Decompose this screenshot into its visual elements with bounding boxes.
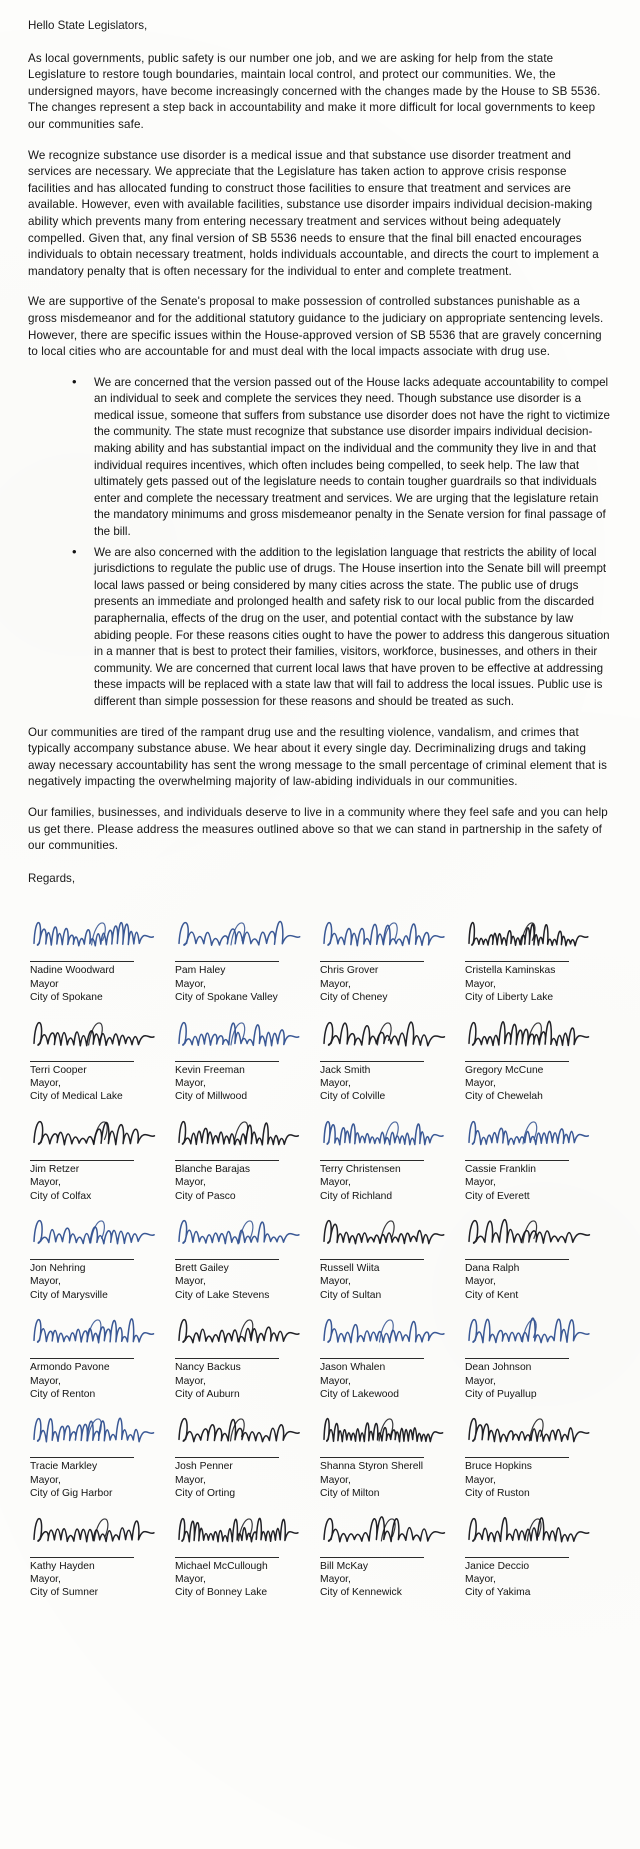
signature-line <box>175 1061 279 1062</box>
signatory-name: Armondo Pavone <box>30 1362 110 1374</box>
signatory-title: Mayor, <box>30 1276 61 1288</box>
signature-block <box>30 1219 175 1302</box>
signature-line <box>320 961 424 962</box>
signatory-city: City of Liberty Lake <box>465 992 554 1004</box>
handwritten-signature-icon <box>320 1219 457 1259</box>
handwritten-signature-icon <box>30 1021 167 1061</box>
signatory-city: City of Pasco <box>175 1190 236 1202</box>
signatory-title: Mayor, <box>30 1375 61 1387</box>
signatory-title: Mayor, <box>320 1077 351 1089</box>
signatory-name: Jack Smith <box>320 1064 371 1076</box>
handwritten-signature-icon <box>320 1318 457 1358</box>
signature-block <box>175 1318 320 1401</box>
signatory-city: City of Orting <box>175 1488 236 1500</box>
handwritten-signature-icon <box>175 1120 312 1160</box>
signature-row <box>30 1517 610 1600</box>
signature-block <box>465 921 610 1004</box>
handwritten-signature-icon <box>175 1021 312 1061</box>
signatory-title: Mayor, <box>320 1177 351 1189</box>
signatory-city: City of Richland <box>320 1190 393 1202</box>
signature-line <box>320 1457 424 1458</box>
signature-row <box>30 1219 610 1302</box>
handwritten-signature-icon <box>175 921 312 961</box>
regards-line: Regards, <box>28 871 76 885</box>
signature-row <box>30 1021 610 1104</box>
handwritten-signature-icon <box>30 1517 167 1557</box>
signatory-city: City of Spokane <box>30 992 103 1004</box>
signatory-city: City of Kennewick <box>320 1587 402 1599</box>
signature-line <box>30 1061 134 1062</box>
signature-row <box>30 1318 610 1401</box>
signature-line <box>30 1457 134 1458</box>
signatory-city: City of Colville <box>320 1091 386 1103</box>
signature-line <box>465 1557 569 1558</box>
signatory-name: Kevin Freeman <box>175 1064 245 1076</box>
signatory-city: City of Medical Lake <box>30 1091 123 1103</box>
handwritten-signature-icon <box>465 1417 602 1457</box>
signatory-title: Mayor, <box>175 978 206 990</box>
signatory-city: City of Renton <box>30 1389 96 1400</box>
paragraph-2: We recognize substance use disorder is a medical issue and that substance use disorder treatment and services are necessary. We appreciate that the Legislature has taken action to approve crisis response facilities and has allocated funding to construct those facilities to ensure that treatment and services are available. However, even with available facilities, substance use disorder impairs individual decision-making ability which prevents many from entering necessary treatment and services without being adequately compelled. Given that, any final version of SB 5536 needs to ensure that the final bill enacted encourages individuals to obtain necessary treatment, holds individuals accountable, and directs the court to implement a mandatory penalty that is often necessary for the individual to enter and complete treatment. <box>28 148 599 278</box>
signatory-title: Mayor, <box>320 1276 351 1288</box>
signatory-name: Shanna Styron Sherell <box>320 1461 424 1473</box>
signature-block <box>465 1021 610 1104</box>
signatory-name: Jim Retzer <box>30 1163 80 1175</box>
handwritten-signature-icon <box>320 1120 457 1160</box>
signature-block <box>175 1517 320 1600</box>
signatory-city: City of Marysville <box>30 1289 108 1301</box>
signature-line <box>465 1259 569 1260</box>
greeting: Hello State Legislators, <box>28 19 148 32</box>
signature-line <box>465 1358 569 1359</box>
signature-block <box>30 1120 175 1203</box>
bullet-glyph: • <box>72 373 77 389</box>
closing-paragraph-1: Our communities are tired of the rampant drug use and the resulting violence, vandalism, and crimes that typically accompany substance abuse. We hear about it every single day. Decriminalizing drugs and taking away necessary accountability has sent the wrong message to the small percentage of criminal element that is negatively impacting the overwhelming majority of law-abiding individuals in our communities. <box>28 725 607 789</box>
signatory-city: City of Chewelah <box>465 1091 543 1103</box>
signature-block <box>465 1120 610 1203</box>
signatory-title: Mayor, <box>465 1574 496 1586</box>
signatory-city: City of Milton <box>320 1488 380 1500</box>
handwritten-signature-icon <box>30 1417 167 1457</box>
signatory-title: Mayor, <box>175 1077 206 1089</box>
signatory-name: Chris Grover <box>320 965 379 977</box>
paragraph-1: As local governments, public safety is our number one job, and we are asking for help from the state Legislature to restore tough boundaries, maintain local control, and protect our communities. We, the undersigned mayors, have become increasingly concerned with the changes made by the House to SB 5536. The changes represent a step back in accountability and make it more difficult for local governments to keep our communities safe. <box>28 51 601 131</box>
signatory-name: Jon Nehring <box>30 1262 86 1274</box>
handwritten-signature-icon <box>175 1417 312 1457</box>
signatory-city: City of Lake Stevens <box>175 1289 270 1301</box>
signatory-city: City of Spokane Valley <box>175 992 278 1004</box>
signatory-name: Russell Wiita <box>320 1262 380 1274</box>
signatory-city: City of Gig Harbor <box>30 1488 113 1500</box>
signatory-name: Dana Ralph <box>465 1262 520 1274</box>
signature-row <box>30 921 610 1004</box>
signatory-name: Bill McKay <box>320 1560 369 1572</box>
signatory-title: Mayor <box>30 978 59 990</box>
list-item <box>72 545 612 711</box>
signatory-name: Tracie Markley <box>30 1461 98 1473</box>
handwritten-signature-icon <box>465 1219 602 1259</box>
signatory-name: Pam Haley <box>175 965 226 977</box>
handwritten-signature-icon <box>465 921 602 961</box>
signatory-city: City of Auburn <box>175 1389 240 1400</box>
signatory-name: Josh Penner <box>175 1461 233 1473</box>
signatory-city: City of Everett <box>465 1190 530 1202</box>
signature-grid <box>26 921 614 1600</box>
signatory-title: Mayor, <box>30 1574 61 1586</box>
signatory-city: City of Puyallup <box>465 1389 537 1400</box>
handwritten-signature-icon <box>30 921 167 961</box>
signature-line <box>30 1160 134 1161</box>
signature-line <box>30 1358 134 1359</box>
signature-line <box>30 1557 134 1558</box>
signature-line <box>465 1457 569 1458</box>
signature-row <box>30 1417 610 1500</box>
handwritten-signature-icon <box>465 1021 602 1061</box>
signature-block <box>320 1318 465 1401</box>
signature-block <box>30 921 175 1004</box>
signatory-title: Mayor, <box>465 1375 496 1387</box>
signatory-title: Mayor, <box>175 1375 206 1387</box>
signature-line <box>320 1358 424 1359</box>
signature-line <box>175 1457 279 1458</box>
signatory-title: Mayor, <box>30 1474 61 1486</box>
signatory-name: Dean Johnson <box>465 1362 532 1374</box>
signatory-title: Mayor, <box>320 1474 351 1486</box>
handwritten-signature-icon <box>465 1517 602 1557</box>
signatory-title: Mayor, <box>465 1474 496 1486</box>
signatory-name: Janice Deccio <box>465 1560 530 1572</box>
signatory-title: Mayor, <box>30 1177 61 1189</box>
signatory-name: Terri Cooper <box>30 1064 87 1076</box>
signature-block <box>30 1517 175 1600</box>
paragraph-3: We are supportive of the Senate's proposal to make possession of controlled substances punishable as a gross misdemeanor and for the additional statutory guidance to the judiciary on appropriate sentencing levels. However, there are specific issues within the House-approved version of SB 5536 that are gravely concerning to local cities who are accountable for and must deal with the local impacts associate with drug use. <box>28 295 604 359</box>
signature-line <box>320 1557 424 1558</box>
bullet-glyph: • <box>72 543 77 559</box>
signature-block <box>175 1417 320 1500</box>
signature-line <box>320 1160 424 1161</box>
signatory-title: Mayor, <box>175 1574 206 1586</box>
signature-block <box>320 1417 465 1500</box>
signatory-title: Mayor, <box>465 1177 496 1189</box>
signatory-title: Mayor, <box>30 1077 61 1089</box>
signature-block <box>320 1021 465 1104</box>
handwritten-signature-icon <box>30 1120 167 1160</box>
signature-line <box>175 1557 279 1558</box>
signatory-city: City of Bonney Lake <box>175 1587 268 1599</box>
signature-line <box>175 1160 279 1161</box>
signatory-city: City of Sultan <box>320 1289 382 1301</box>
signature-line <box>175 1358 279 1359</box>
signatory-name: Michael McCullough <box>175 1560 268 1572</box>
signatory-name: Cassie Franklin <box>465 1163 536 1175</box>
signatory-title: Mayor, <box>320 1574 351 1586</box>
signature-block <box>320 1517 465 1600</box>
signature-line <box>320 1259 424 1260</box>
handwritten-signature-icon <box>30 1219 167 1259</box>
signature-line <box>465 961 569 962</box>
signature-block <box>465 1417 610 1500</box>
signatory-title: Mayor, <box>465 978 496 990</box>
handwritten-signature-icon <box>320 1517 457 1557</box>
signature-block <box>320 1120 465 1203</box>
signature-line <box>30 1259 134 1260</box>
signature-line <box>465 1061 569 1062</box>
handwritten-signature-icon <box>320 921 457 961</box>
handwritten-signature-icon <box>320 1021 457 1061</box>
signature-line <box>465 1160 569 1161</box>
signatory-city: City of Colfax <box>30 1190 92 1202</box>
signature-block <box>175 1219 320 1302</box>
closing-paragraph-2: Our families, businesses, and individuals deserve to live in a community where they feel safe and you can help us get there. Please address the measures outlined above so that we can stand in partnership in the safety of our communities. <box>28 805 608 853</box>
signatory-name: Kathy Hayden <box>30 1560 95 1572</box>
signatory-city: City of Kent <box>465 1289 519 1301</box>
list-item-text: We are concerned that the version passed out of the House lacks adequate accountability to compel an individual to seek and complete the services they need. Though substance use disorder is a medical issue, someone that suffers from substance use disorder does not have the right to victimize the community. The state must recognize that substance use disorder impairs individual decision-making ability and has substantial impact on the individual and the community they live in and that individual requires incentives, which often includes being compelled, to seek help. The law that ultimately gets passed out of the legislature needs to contain tougher guardrails so that individuals enter and complete the necessary treatment and services. We are urging that the legislature retain the mandatory minimums and gross misdemeanor penalty in the Senate version for final passage of the bill. <box>94 375 610 539</box>
signature-block <box>175 1120 320 1203</box>
handwritten-signature-icon <box>175 1517 312 1557</box>
handwritten-signature-icon <box>30 1318 167 1358</box>
signature-block <box>320 1219 465 1302</box>
list-item-text: We are also concerned with the addition to the legislation language that restricts the ability of local jurisdictions to regulate the public use of drugs. The House insertion into the Senate bill will preempt local laws passed or being considered by many cities across the state. The public use of drugs presents an immediate and prolonged health and safety risk to our local public from the discarded paraphernalia, effects of the drug on the user, and potential contact with the substance by law abiding people. For these reasons cities ought to have the power to address this dangerous situation in a manner that is best to protect their families, visitors, workforce, businesses, and others in their community. We are concerned that current local laws that have proven to be effective at addressing these impacts will be replaced with a state law that will fail to address the local issues. Public use is different than simple possession for these reasons and should be treated as such. <box>94 545 610 708</box>
signature-block <box>30 1417 175 1500</box>
signature-block <box>465 1219 610 1302</box>
signatory-name: Brett Gailey <box>175 1262 229 1274</box>
handwritten-signature-icon <box>465 1120 602 1160</box>
signatory-title: Mayor, <box>465 1077 496 1089</box>
signatory-name: Bruce Hopkins <box>465 1461 532 1473</box>
signatory-name: Jason Whalen <box>320 1362 386 1374</box>
signatory-name: Gregory McCune <box>465 1064 544 1076</box>
signatory-title: Mayor, <box>175 1474 206 1486</box>
signature-line <box>175 961 279 962</box>
signatory-title: Mayor, <box>320 1375 351 1387</box>
signature-line <box>30 961 134 962</box>
handwritten-signature-icon <box>175 1219 312 1259</box>
signatory-title: Mayor, <box>465 1276 496 1288</box>
signature-line <box>320 1061 424 1062</box>
signature-line <box>175 1259 279 1260</box>
signature-block <box>30 1021 175 1104</box>
signatory-city: City of Ruston <box>465 1488 530 1500</box>
signatory-city: City of Yakima <box>465 1587 531 1599</box>
signatory-name: Terry Christensen <box>320 1163 401 1175</box>
signatory-title: Mayor, <box>175 1177 206 1189</box>
signatory-title: Mayor, <box>320 978 351 990</box>
signature-block <box>320 921 465 1004</box>
signatory-name: Cristella Kaminskas <box>465 965 556 977</box>
signatory-title: Mayor, <box>175 1276 206 1288</box>
handwritten-signature-icon <box>175 1318 312 1358</box>
handwritten-signature-icon <box>320 1417 457 1457</box>
signature-row <box>30 1120 610 1203</box>
letter-body <box>26 18 614 887</box>
signatory-name: Nadine Woodward <box>30 965 115 977</box>
signatory-city: City of Millwood <box>175 1091 248 1103</box>
signature-block <box>175 1021 320 1104</box>
handwritten-signature-icon <box>465 1318 602 1358</box>
list-item <box>72 375 612 541</box>
signature-block <box>30 1318 175 1401</box>
signature-block <box>465 1517 610 1600</box>
signature-block <box>465 1318 610 1401</box>
concerns-list <box>28 375 612 711</box>
signatory-name: Blanche Barajas <box>175 1163 250 1175</box>
signatory-name: Nancy Backus <box>175 1362 241 1374</box>
signatory-city: City of Sumner <box>30 1587 99 1599</box>
signatory-city: City of Cheney <box>320 992 388 1004</box>
signatory-city: City of Lakewood <box>320 1389 399 1400</box>
signature-block <box>175 921 320 1004</box>
